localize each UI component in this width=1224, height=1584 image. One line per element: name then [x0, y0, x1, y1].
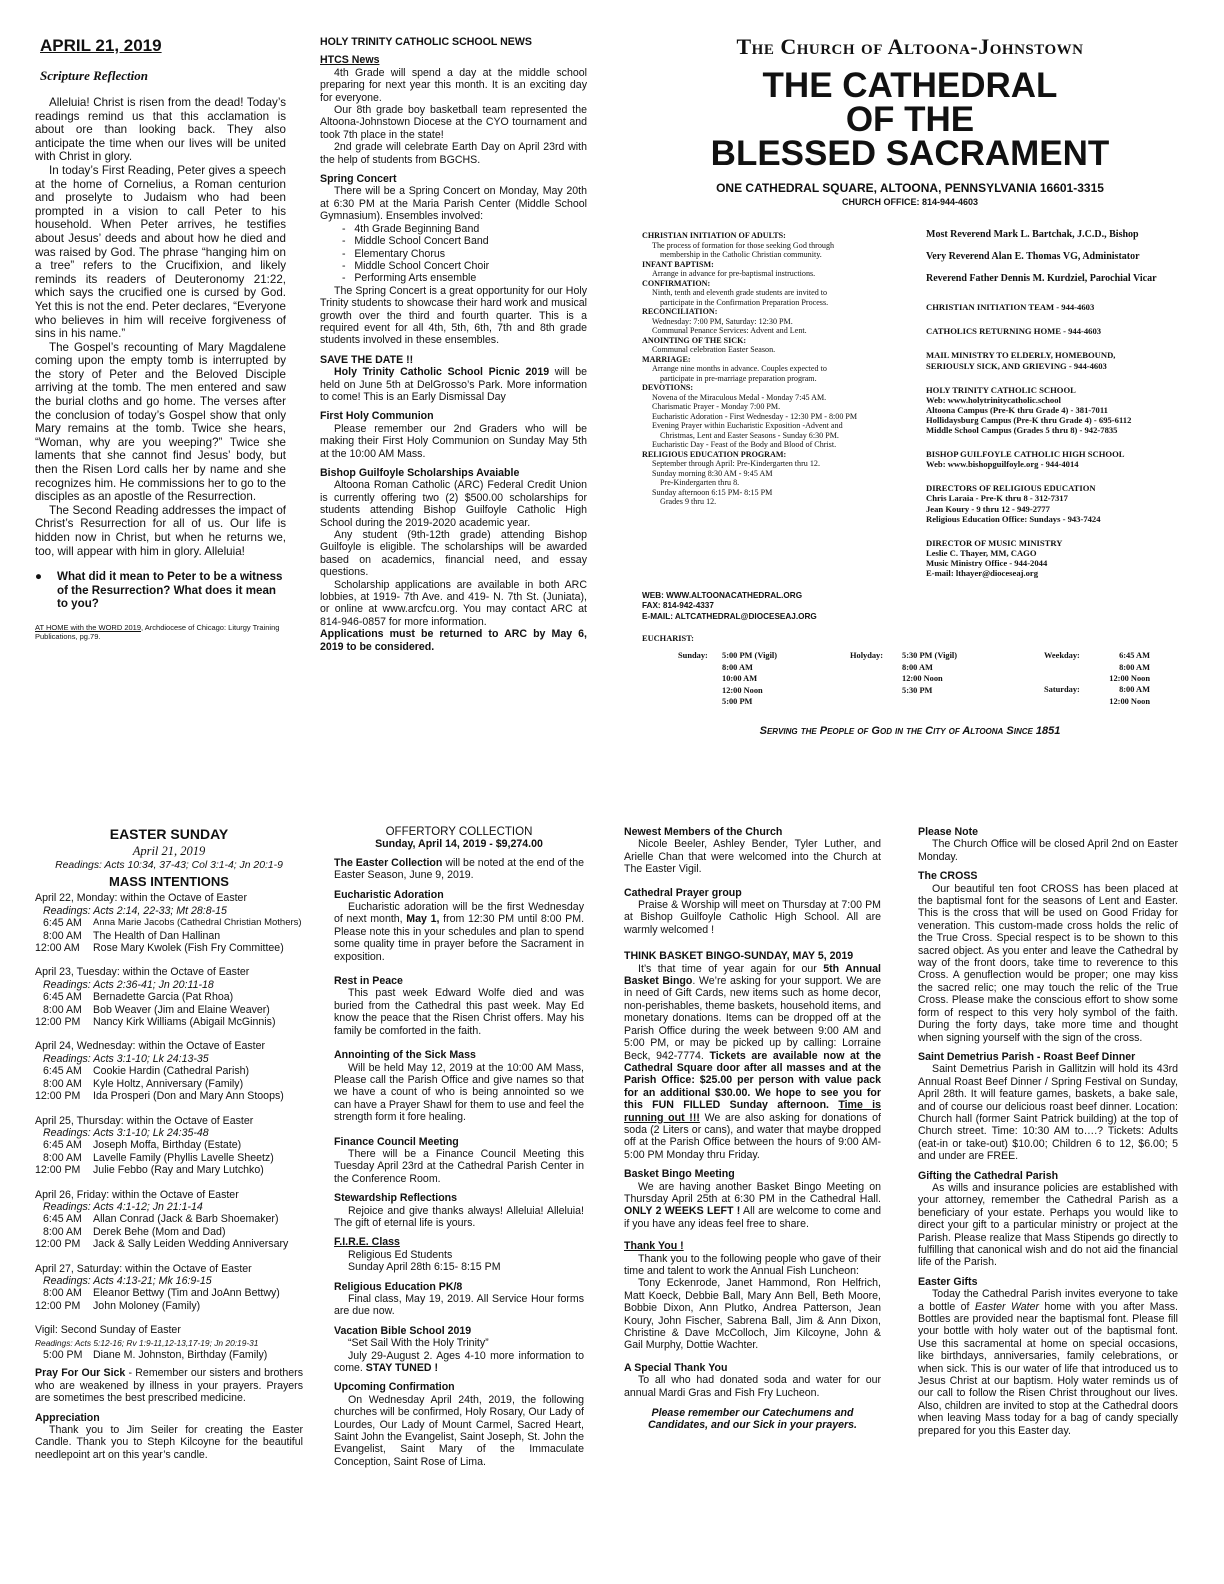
gifting-text: As wills and insurance policies are established with your attorney, remember the Cathedral Parish as a beneficiary of your estate. Perhaps you would like to direct your gift to a particular ministry or project at the Parish. Please realize that Mass Stipends go directly to fulfilling that canonical wish and do not aid the financial life of the Parish. [918, 1181, 1178, 1269]
demetrius-heading: Saint Demetrius Parish - Roast Beef Dinner [918, 1050, 1136, 1063]
basket-bingo-heading: THINK BASKET BINGO-SUNDAY, MAY 5, 2019 [624, 950, 854, 963]
scholarship-text: Altoona Roman Catholic (ARC) Federal Credit Union is currently offering two (2) $500.00 scholarships for students attending Bishop Guilfoyle Catholic High School during the 2019-2020 academic year. [320, 479, 587, 529]
sacrament-line: CHRISTIAN INITIATION OF ADULTS: [642, 231, 786, 240]
intention-day [35, 966, 303, 1028]
intention-row: 6:45 AM Allan Conrad (Jack & Barb Shoemaker) [43, 1213, 279, 1226]
sacrament-line: participate in pre-marriage preparation program. [660, 373, 817, 383]
intention-row: 8:00 AM Kyle Holtz, Anniversary (Family) [43, 1077, 244, 1090]
website-link[interactable]: WEB: WWW.ALTOONACATHEDRAL.ORG [642, 591, 803, 600]
sacrament-line: Wednesday: 7:00 PM, Saturday: 12:30 PM. [652, 316, 793, 326]
mass-intentions-title: MASS INTENTIONS [109, 874, 229, 890]
vbs-text: July 29-August 2. Ages 4-10 more information to come. STAY TUNED ! [334, 1349, 584, 1375]
sacrament-line: Communal Penance Services: Advent and Lent. [652, 326, 807, 335]
weekday-times [1104, 650, 1150, 685]
intention-day-title: April 23, Tuesday: within the Octave of Easter [35, 966, 250, 979]
mass-time: 8:00 AM [1119, 662, 1150, 672]
adoration-text: Eucharistic adoration will be the first Wednesday of next month, May 1, from 12:30 PM until 8:00 PM. Please note this in your schedules and plan to spend some quality time in prayer before the Sacrament in exposition. [334, 901, 585, 963]
intention-row: 8:00 AM Eleanor Bettwy (Tim and JoAnn Bettwy) [43, 1287, 280, 1300]
intention-day [35, 1040, 303, 1102]
contact-heading: HOLY TRINITY CATHOLIC SCHOOL [926, 384, 1076, 395]
motto: Serving the People of God in the City of Altoona Since 1851 [759, 725, 1061, 737]
intention-row: 12:00 PM Nancy Kirk Williams (Abigail McGinnis) [35, 1016, 276, 1029]
citation: AT HOME with the WORD 2019, Archdiocese of Chicago: Liturgy Training Publications, pg.79. [35, 622, 280, 641]
contact-line: Religious Education Office: Sundays - 943-7424 [926, 513, 1101, 524]
basket-bingo-text: It’s that time of year again for our 5th Annual Basket Bingo. We’re asking for your support. We are in need of Gift Cards, new items such as home decor, non-perishables, theme baskets, household items, and monetary donations. Items can be dropped off at the Parish Office during the week between 9:00 AM and 5:00 PM, or may be picked up by calling: Lorraine Beck, 942-7774. Tickets are available now at the Cathedral Square door after all masses and at the Parish Office: $25.00 per person with value pack for an additional $30.00. We hope to see you for this FUN FILLED Sunday afternoon. Time is running out !!! We are also asking for donations of soda (2 Liters or cans), and water that maybe dropped off at the Parish Office between the hours of 9:00 AM- 5:00 PM Monday thru Friday. [624, 962, 882, 1161]
ensemble-list [320, 223, 587, 285]
cross-text: Our beautiful ten foot CROSS has been placed at the baptismal font for the seasons of Lent and Easter. This is the cross that will be used on Good Friday for veneration. This custom-made cross holds the relic of the True Cross. Special respect is to be shown to this sacred object. As you enter and leave the Cathedral by way of the front doors, take time to reverence to this Cross. A genuflection would be proper; one may kiss the sacred relic; one may touch the relic of the True Cross. Please make the conscious effort to show some form of respect to this very holy symbol of the faith. During the forty days, take more time and thought when signing yourself with the sign of the cross. [918, 882, 1178, 1044]
email-link[interactable]: E-MAIL: ALTCATHEDRAL@DIOCESEAJ.ORG [642, 611, 817, 621]
web-contact-block [642, 591, 912, 622]
easter-date: April 21, 2019 [132, 844, 206, 858]
bingo-meeting-heading: Basket Bingo Meeting [624, 1168, 735, 1181]
school-news-column [320, 36, 587, 653]
appreciation-text: Thank you to Jim Seiler for creating the Easter Candle. Thank you to Steph Kilcoyne for the beautiful needlepoint art on this year’s candle. [35, 1424, 303, 1461]
reflection-paragraph: In today’s First Reading, Peter gives a speech at the home of Cornelius, a Roman centurion and proselyte to Judaism who had been prompted in a vision to call Peter to his household. When Peter arrives, he testifies about Jesus’ deeds and about how he died and was raised by God. The phrase “hanging him on a tree” refers to the Crucifixion, and likely reminds its readers of Deuteronomy 21:22, which says the crucified one is cursed by God. Yet this is not the end. Peter declares, “Everyone who believes in him will receive forgiveness of sins in his name.” [35, 163, 286, 341]
intention-readings: Readings: Acts 2:36-41; Jn 20:11-18 [43, 978, 214, 991]
scholarship-heading: Bishop Guilfoyle Scholarships Avaiable [320, 467, 520, 479]
intention-readings: Readings: Acts 3:1-10; Lk 24:13-35 [43, 1052, 209, 1065]
contact-heading: DIRECTORS OF RELIGIOUS EDUCATION [926, 483, 1096, 494]
first-communion-heading: First Holy Communion [320, 410, 434, 423]
intention-row: 12:00 PM Jack & Sally Leiden Wedding Anniversary [35, 1238, 289, 1251]
religious-ed-text: Final class, May 19, 2019. All Service Hour forms are due now. [334, 1293, 584, 1318]
vbs-theme: “Set Sail With the Holy Trinity” [348, 1337, 489, 1350]
sacrament-line: Eucharistic Adoration - First Wednesday - 12:30 PM - 8:00 PM [652, 411, 858, 421]
prayer-reminder: Please remember our Catechumens and Candidates, and our Sick in your prayers. [648, 1407, 857, 1432]
sacrament-line: Grades 9 thru 12. [660, 497, 717, 506]
news-item: 4th Grade will spend a day at the middle school preparing for next year this month. It is an exciting day for everyone. [320, 66, 587, 104]
sacrament-line: Communal celebration Easter Season. [652, 345, 776, 354]
sacrament-line: DEVOTIONS: [642, 383, 694, 392]
contact-heading: CATHOLICS RETURNING HOME - 944-4603 [926, 326, 1102, 337]
intention-row: 8:00 AM Bob Weaver (Jim and Elaine Weaver) [43, 1003, 270, 1016]
sacrament-line: CONFIRMATION: [642, 278, 711, 288]
easter-collection: The Easter Collection will be noted at the end of the Easter Season, June 9, 2019. [334, 856, 584, 882]
mass-time: 8:00 AM [722, 662, 753, 672]
sacrament-line: ANOINTING OF THE SICK: [642, 335, 747, 345]
contact-heading: MAIL MINISTRY TO ELDERLY, HOMEBOUND, [926, 350, 1116, 361]
contact-line: SERIOUSLY SICK, AND GRIEVING - 944-4603 [926, 360, 1107, 371]
offertory-title: OFFERTORY COLLECTION [385, 826, 533, 838]
intention-row: 6:45 AM Bernadette Garcia (Pat Rhoa) [43, 991, 234, 1004]
please-note-heading: Please Note [918, 826, 979, 838]
scripture-reflection-title: Scripture Reflection [40, 68, 148, 83]
special-thanks-heading: A Special Thank You [624, 1361, 728, 1374]
easter-sunday-title: EASTER SUNDAY [109, 826, 229, 842]
newest-members-heading: Newest Members of the Church [624, 826, 783, 838]
contact-line: Web: www.bishopguilfoyle.org - 944-4014 [926, 459, 1079, 470]
stewardship-heading: Stewardship Reflections [334, 1192, 458, 1205]
spring-concert-heading: Spring Concert [320, 173, 397, 186]
intention-row: 6:45 AM Anna Marie Jacobs (Cathedral Christian Mothers) [43, 917, 302, 930]
masthead-line-2: OF THE [845, 100, 975, 139]
mass-time: 5:00 PM [722, 697, 753, 707]
thank-you-heading: Thank You ! [624, 1240, 684, 1253]
ensemble-item: - Middle School Concert Choir [342, 260, 587, 272]
sacrament-line: Arrange nine months in advance. Couples expected to [652, 364, 827, 373]
intention-readings: Readings: Acts 2:14, 22-33; Mt 28:8-15 [43, 904, 227, 917]
sacrament-line: September through April: Pre-Kindergarten thru 12. [652, 459, 820, 468]
pray-for-sick: Pray For Our Sick - Remember our sisters and brothers who are weakened by illness in your prayers. Prayers are sometimes the best prescribed medicine. [35, 1367, 303, 1405]
vigil-intention [35, 1324, 303, 1361]
sacrament-line: Evening Prayer within Eucharistic Exposition -Advent and [652, 421, 843, 430]
finance-heading: Finance Council Meeting [334, 1135, 459, 1148]
sacrament-line: Charismatic Prayer - Monday 7:00 PM. [652, 402, 781, 411]
mass-time: 12:00 Noon [1109, 696, 1150, 706]
offertory-amount: Sunday, April 14, 2019 - $9,274.00 [375, 838, 543, 851]
vigil-title: Vigil: Second Sunday of Easter [35, 1324, 181, 1337]
fire-class-text: Religious Ed Students [348, 1248, 453, 1261]
htcs-news-heading: HTCS News [320, 54, 380, 67]
intention-row: 8:00 AM Derek Behe (Mom and Dad) [43, 1225, 226, 1238]
spring-concert-text: There will be a Spring Concert on Monday, May 20th at 6:30 PM at the Maria Parish Center (Middle School Gymnasium). Ensembles involved: [320, 185, 587, 223]
mass-time: 8:00 AM [902, 662, 933, 672]
ensemble-item: - Middle School Concert Band [342, 235, 587, 247]
notices-column [918, 826, 1178, 1437]
contact-line: Hollidaysburg Campus (Pre-K thru Grade 4) - 695-6112 [926, 414, 1132, 425]
rest-in-peace-heading: Rest in Peace [334, 975, 403, 988]
contact-line: Jean Koury - 9 thru 12 - 949-2777 [926, 503, 1050, 514]
contact-group [926, 385, 1188, 435]
easter-readings: Readings: Acts 10:34, 37-43; Col 3:1-4; Jn 20:1-9 [55, 860, 283, 871]
intention-row: 6:45 AM Cookie Hardin (Cathedral Parish) [43, 1065, 250, 1078]
picnic-text: Holy Trinity Catholic School Picnic 2019 will be held on June 5th at DelGrosso’s Park. More information to come! This is an Early Dismissal Day [320, 366, 587, 403]
news-item: 2nd grade will celebrate Earth Day on April 23rd with the help of students from BGCHS. [320, 141, 587, 166]
vigil-readings: Readings: Acts 5:12-16; Rv 1:9-11,12-13,17-19; Jn 20:19-31 [35, 1337, 259, 1348]
spring-concert-text-2: The Spring Concert is a great opportunity for our Holy Trinity students to showcase their hard work and musical growth over the third and fourth quarter. This is a required event for all 4th, 5th, 6th, 7th and 8th grade students involved in these ensembles. [320, 284, 587, 347]
contact-heading: BISHOP GUILFOYLE CATHOLIC HIGH SCHOOL [926, 449, 1125, 460]
sacrament-line: membership in the Catholic Christian community. [660, 250, 822, 259]
sacrament-line: The process of formation for those seeking God through [652, 240, 835, 250]
intention-day-title: April 22, Monday: within the Octave of Easter [35, 892, 247, 905]
intention-row: 5:00 PM Diane M. Johnston, Birthday (Family) [43, 1349, 268, 1361]
cross-heading: The CROSS [918, 870, 978, 883]
eucharist-label: EUCHARIST: [642, 634, 694, 643]
religious-ed-heading: Religious Education PK/8 [334, 1280, 463, 1293]
contact-line: Altoona Campus (Pre-K thru Grade 4) - 381-7011 [926, 404, 1108, 415]
gifting-heading: Gifting the Cathedral Parish [918, 1169, 1059, 1182]
intention-row: 12:00 PM John Moloney (Family) [35, 1299, 201, 1312]
contact-group [926, 326, 1188, 336]
intention-readings: Readings: Acts 4:1-12; Jn 21:1-14 [43, 1200, 203, 1213]
vbs-heading: Vacation Bible School 2019 [334, 1324, 472, 1337]
intention-day-title: April 26, Friday: within the Octave of Easter [35, 1188, 239, 1201]
fax-number: FAX: 814-942-4337 [642, 601, 714, 611]
sacrament-line: Novena of the Miraculous Medal - Monday 7:45 AM. [652, 392, 827, 402]
contact-line: Middle School Campus (Grades 5 thru 8) - 942-7835 [926, 425, 1118, 436]
adoration-heading: Eucharistic Adoration [334, 888, 444, 901]
intention-day [35, 1189, 303, 1251]
contact-heading: CHRISTIAN INITIATION TEAM - 944-4603 [926, 302, 1095, 313]
saturday-label: Saturday: [1044, 685, 1080, 694]
contact-group [926, 449, 1188, 469]
thank-you-text: Thank you to the following people who gave of their time and talent to work the Annual Fish Luncheon: [624, 1252, 881, 1277]
weekday-label: Weekday: [1044, 651, 1080, 660]
ensemble-item: - 4th Grade Beginning Band [342, 223, 587, 235]
bullet-icon: ● [35, 570, 43, 584]
contact-group [926, 302, 1188, 312]
intention-day [35, 1263, 303, 1313]
ensemble-item: - Performing Arts ensemble [342, 272, 587, 284]
reflection-paragraph: The Gospel’s recounting of Mary Magdalene coming upon the empty tomb is interrupted by the story of Peter and the Beloved Disciple arriving at the tomb. The men entered and saw the burial cloths and go home. The verses after the conclusion of today’s Gospel show that only Mary remains at the tomb. Twice she hears, “Woman, why are you weeping?” Twice she laments that she cannot find Jesus’ body, but then the Risen Lord calls her by name and she recognizes him. He commissions her to go to the disciples as an apostle of the Resurrection. [35, 340, 286, 504]
first-communion-text: Please remember our 2nd Graders who will be making their First Holy Communion on Sunday May 5th at the 10:00 AM Mass. [320, 422, 587, 460]
sacrament-line: INFANT BAPTISM: [642, 259, 714, 269]
sacrament-line: RECONCILIATION: [642, 307, 718, 316]
mass-intentions-column [35, 826, 303, 1461]
school-news-title: HOLY TRINITY CATHOLIC SCHOOL NEWS [320, 36, 532, 48]
intention-day-title: April 25, Thursday: within the Octave of Easter [35, 1114, 254, 1127]
sacrament-line: Sunday afternoon 6:15 PM- 8:15 PM [652, 487, 773, 497]
contact-group [926, 538, 1188, 578]
offertory-column [334, 826, 584, 1468]
sacrament-line: Christmas, Lent and Easter Seasons - Sunday 6:30 PM. [660, 430, 839, 440]
church-address: ONE CATHEDRAL SQUARE, ALTOONA, PENNSYLVANIA 16601-3315 [716, 181, 1104, 195]
news-item: Our 8th grade boy basketball team represented the Altoona-Johnstown Diocese at the CYO tournament and took 7th place in the state! [320, 104, 587, 141]
contact-group [926, 483, 1188, 523]
scholarship-text: Any student (9th-12th grade) attending Bishop Guilfoyle is eligible. The scholarships will be awarded based on academics, financial need, and essay questions. [320, 529, 587, 579]
administrator: Very Reverend Alan E. Thomas VG, Administator [926, 251, 1140, 263]
fire-class-time: Sunday April 28th 6:15- 8:15 PM [348, 1261, 501, 1274]
contact-heading: DIRECTOR OF MUSIC MINISTRY [926, 537, 1063, 548]
sacrament-line: Sunday morning 8:30 AM - 9:45 AM [652, 468, 773, 478]
mass-time: 5:30 PM (Vigil) [902, 651, 958, 660]
masthead-line-3: BLESSED SACRAMENT [710, 134, 1110, 173]
sacrament-line: RELIGIOUS EDUCATION PROGRAM: [642, 449, 787, 459]
rest-in-peace-text: This past week Edward Wolfe died and was buried from the Cathedral this past week. May Ed know the peace that the Risen Christ offers. May his family be comforted in the faith. [334, 987, 584, 1037]
appreciation-heading: Appreciation [35, 1411, 100, 1424]
holyday-times [902, 650, 957, 696]
save-date-heading: SAVE THE DATE !! [320, 353, 414, 366]
citation-link[interactable]: AT HOME with the WORD 2019 [35, 622, 142, 632]
reflection-paragraph: Alleluia! Christ is risen from the dead! Today’s readings remind us that this acclamation is about ore than looking back. They also anticipate the time when our lives will be united with Christ in glory. [35, 96, 286, 164]
mass-time: 6:45 AM [1119, 651, 1150, 660]
finance-text: There will be a Finance Council Meeting this Tuesday April 23rd at the Cathedral Parish Center in the Conference Room. [334, 1147, 584, 1185]
reflection-column [35, 96, 286, 641]
scholarship-text: Scholarship applications are available in both ARC lobbies, at 1919- 7th Ave. and 419- N. 7th St. (Juniata), or online at www.arcfcu.org. You may contact ARC at 814-946-0857 for more information. [320, 578, 587, 628]
mass-time: 5:00 PM (Vigil) [722, 651, 778, 660]
sacraments-list [642, 231, 912, 507]
contact-line: Chris Laraia - Pre-K thru 8 - 312-7317 [926, 493, 1068, 504]
intention-readings: Readings: Acts 3:1-10; Lk 24:35-48 [43, 1126, 209, 1139]
bishop: Most Reverend Mark L. Bartchak, J.C.D., Bishop [926, 229, 1139, 240]
parish-directory [926, 230, 1188, 592]
contact-line: Web: www.holytrinitycatholic.school [926, 394, 1061, 405]
scholarship-deadline: Applications must be returned to ARC by May 6, 2019 to be considered. [320, 628, 587, 653]
anointing-text: Will be held May 12, 2019 at the 10:00 AM Mass, Please call the Parish Office and give names so that we have a count of who is being annointed so we can have a Prayer Shawl for them to use and feel the strength form it fore healing. [334, 1061, 584, 1124]
reflection-question: ● What did it mean to Peter to be a witness of the Resurrection? What does it mean to you? [35, 570, 283, 611]
easter-gifts-heading: Easter Gifts [918, 1275, 978, 1288]
confirmation-heading: Upcoming Confirmation [334, 1381, 455, 1394]
mass-time: 12:00 Noon [902, 674, 943, 684]
contact-list [926, 302, 1188, 578]
fire-class-heading: F.I.R.E. Class [334, 1236, 400, 1249]
intention-row: 12:00 AM Rose Mary Kwolek (Fish Fry Committee) [35, 942, 284, 955]
reflection-paragraph: The Second Reading addresses the impact of Christ’s Resurrection for all of us. Our life is hidden now in Christ, but when he returns we, too, will appear with him in glory. Alleluia! [35, 503, 286, 558]
sacrament-line: participate in the Confirmation Preparation Process. [660, 297, 829, 307]
intention-row: 6:45 AM Joseph Moffa, Birthday (Estate) [43, 1139, 242, 1152]
bingo-meeting-text: We are having another Basket Bingo Meeting on Thursday April 25th at 6:30 PM in the Cathedral Hall. ONLY 2 WEEKS LEFT ! All are welcome to come and if you have any ideas feel free to share. [624, 1180, 881, 1230]
intention-day [35, 1115, 303, 1177]
prayer-group-text: Praise & Worship will meet on Thursday at 7:00 PM at Bishop Guilfoyle Catholic High School. All are warmly welcomed ! [624, 899, 881, 936]
mass-time: 10:00 AM [722, 674, 758, 684]
contact-line: Leslie C. Thayer, MM, CAGO [926, 547, 1037, 558]
intention-readings: Readings: Acts 4:13-21; Mk 16:9-15 [43, 1274, 212, 1287]
holyday-label: Holyday: [850, 651, 884, 660]
parochial-vicar: Reverend Father Dennis M. Kurdziel, Parochial Vicar [926, 273, 1157, 285]
mass-time: 5:30 PM [902, 685, 933, 695]
intention-row: 12:00 PM Ida Prosperi (Don and Mary Ann Stoops) [35, 1090, 284, 1103]
stewardship-text: Rejoice and give thanks always! Alleluia! Alleluia! The gift of eternal life is yours. [334, 1204, 584, 1229]
contact-group [926, 350, 1188, 370]
sacrament-line: Pre-Kindergarten thru 8. [660, 478, 740, 487]
saturday-times [1104, 684, 1150, 707]
sacrament-line: MARRIAGE: [642, 354, 691, 364]
ensemble-item: - Elementary Chorus [342, 248, 587, 260]
bulletin-date: APRIL 21, 2019 [40, 36, 162, 55]
intention-day-title: April 24, Wednesday: within the Octave of Easter [35, 1040, 266, 1053]
intention-row: 12:00 PM Julie Febbo (Ray and Mary Lutchko) [35, 1164, 264, 1177]
contact-line: Music Ministry Office - 944-2044 [926, 557, 1048, 568]
sacrament-line: Eucharistic Day - Feast of the Body and Blood of Christ. [652, 440, 837, 449]
anointing-heading: Annointing of the Sick Mass [334, 1049, 476, 1062]
intention-day-title: April 27, Saturday: within the Octave of Easter [35, 1262, 252, 1275]
special-thanks-text: To all who had donated soda and water for our annual Mardi Gras and Fish Fry Lucheon. [624, 1374, 881, 1399]
demetrius-text: Saint Demetrius Parish in Gallitzin will hold its 43rd Annual Roast Beef Dinner / Spring Festival on Sunday, April 28th. It will feature games, baskets, a bake sale, and of course our delicious roast beef dinner. Location: Church hall (former Saint Patrick building) at the top of Church street. Time: 10:30 AM to….? Tickets: Adults (eat-in or take-out) $10.00; Children 6 to 12, $6.00; 5 and under are FREE. [918, 1063, 1178, 1163]
intention-day [35, 892, 303, 954]
masthead-line-1: THE CATHEDRAL [762, 66, 1058, 105]
newest-members-text: Nicole Beeler, Ashley Bender, Tyler Luther, and Arielle Chan that were welcomed into the Church at The Easter Vigil. [624, 838, 881, 876]
sacrament-line: Arrange in advance for pre-baptismal instructions. [652, 269, 816, 278]
easter-gifts-text: Today the Cathedral Parish invites everyone to take a bottle of Easter Water home with you after Mass. Bottles are provided near the baptismal font. Please fill your bottle with holy water out of the baptismal font. Use this sacramental at home on special occasions, like birthdays, anniversaries, family celebrations, or when sick. This is our water of life that introduced us to Jesus Christ at our baptism. Holy water reminds us of our call to follow the Risen Christ throughout our lives. Also, children are invited to stop at the Cathedral doors when leaving Mass today for a bag of candy specially prepared for you this Easter day. [918, 1288, 1178, 1437]
mass-time: 12:00 Noon [1109, 674, 1150, 684]
intention-row: 8:00 AM The Health of Dan Hallinan [43, 929, 221, 942]
intentions-list [35, 892, 303, 1312]
thank-you-names: Tony Eckenrode, Janet Hammond, Ron Helfrich, Matt Koeck, Debbie Ball, Mary Ann Bell, Beth Moore, Bobbie Dixon, Ann Plutko, Andrea Patterson, Jean Koury, John Fischer, Sabrena Ball, Jim & Ann Dixon, Christine & Dave McColloch, Jim Kilcoyne, John & Gail Murphy, Dottie Wachter. [624, 1277, 881, 1352]
mass-time: 12:00 Noon [722, 685, 763, 695]
sunday-times [722, 650, 777, 708]
contact-line: E-mail: lthayer@dioceseaj.org [926, 567, 1039, 578]
church-office-phone: CHURCH OFFICE: 814-944-4603 [841, 197, 979, 207]
masthead-church: The Church of Altoona-Johnstown [736, 34, 1084, 59]
parish-news-column [624, 826, 881, 1432]
prayer-group-heading: Cathedral Prayer group [624, 886, 742, 899]
intention-row: 8:00 AM Lavelle Family (Phyllis Lavelle Sheetz) [43, 1151, 274, 1164]
confirmation-text: On Wednesday April 24th, 2019, the following churches will be confirmed, Holy Rosary, Our Lady of Lourdes, Our Lady of Mount Carmel, Sacred Heart, Saint John the Evangelist, Saint Joseph, St. John the Evangelist, Saint Mary of the Immaculate Conception, Saint Rose of Lima. [334, 1393, 584, 1468]
sunday-label: Sunday: [678, 651, 708, 660]
sacrament-line: Ninth, tenth and eleventh grade students are invited to [652, 288, 828, 297]
please-note-text: The Church Office will be closed April 2nd on Easter Monday. [918, 838, 1178, 863]
mass-time: 8:00 AM [1119, 685, 1150, 694]
